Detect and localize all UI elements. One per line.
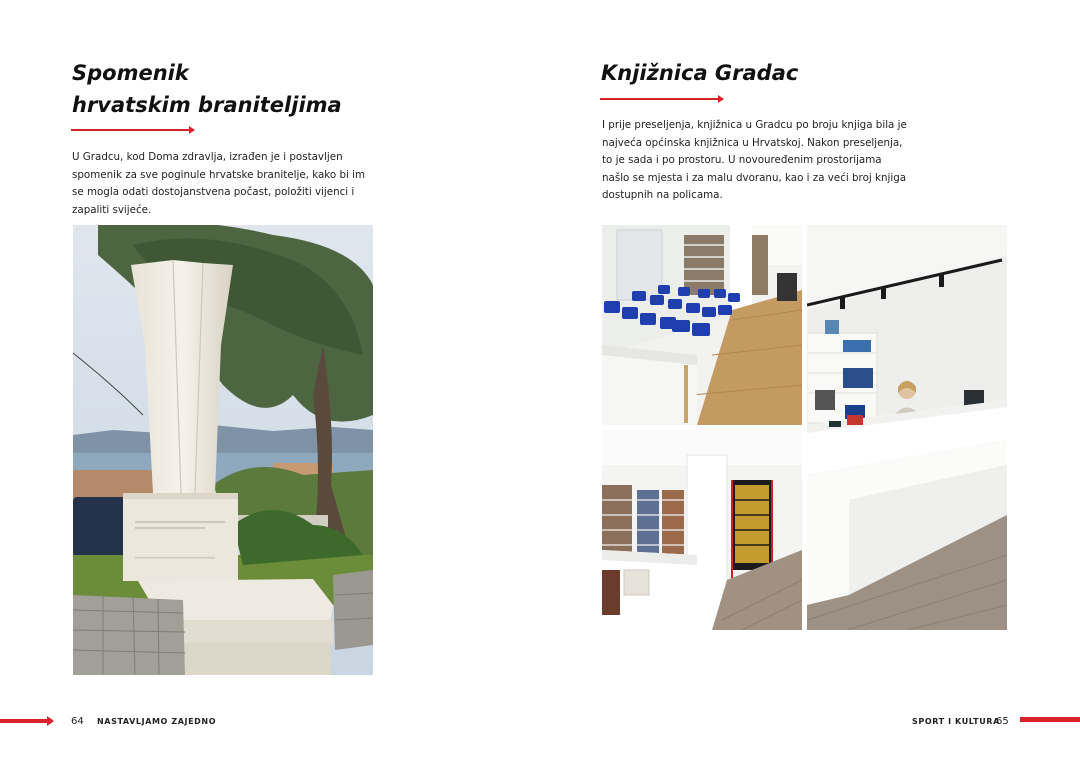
library-title-underline-arrow (600, 98, 723, 100)
monument-paragraph: U Gradcu, kod Doma zdravlja, izrađen je i postavljen spomenik za sve poginule hrvatske branitelje, kako bi im se mogla odati dostojanstvena počast, položiti vijenci i zapaliti svijeće. (72, 151, 366, 216)
library-title: Knjižnica Gradac (601, 61, 799, 85)
section-name-left: NASTAVLJAMO ZAJEDNO (97, 717, 217, 726)
monument-title (72, 57, 342, 121)
section-name-right: SPORT I KULTURA (912, 717, 1000, 726)
monument-title-line-1: Spomenik (72, 61, 189, 85)
library-paragraph: I prije preseljenja, knjižnica u Gradcu po broju knjiga bila je najveća općinska knjižnica u Hrvatskoj. Nakon preseljenja, to je sada i po prostoru. U novouređenim prostorijama našlo se mjesta i za malu dvoranu, kao i za veći broj knjiga dostupnih na policama. (602, 119, 907, 201)
title-underline-arrow (71, 129, 194, 131)
library-shelves-photo (602, 430, 802, 630)
monument-photo (73, 225, 373, 675)
footer-bar-right (1020, 717, 1080, 722)
library-reading-room-photo (602, 225, 802, 425)
library-reception-desk-photo (807, 225, 1007, 630)
footer-arrow-left (0, 719, 52, 723)
page-number-left: 64 (71, 716, 84, 727)
page-number-right: 65 (996, 716, 1009, 727)
monument-title-line-2: hrvatskim braniteljima (72, 93, 342, 117)
